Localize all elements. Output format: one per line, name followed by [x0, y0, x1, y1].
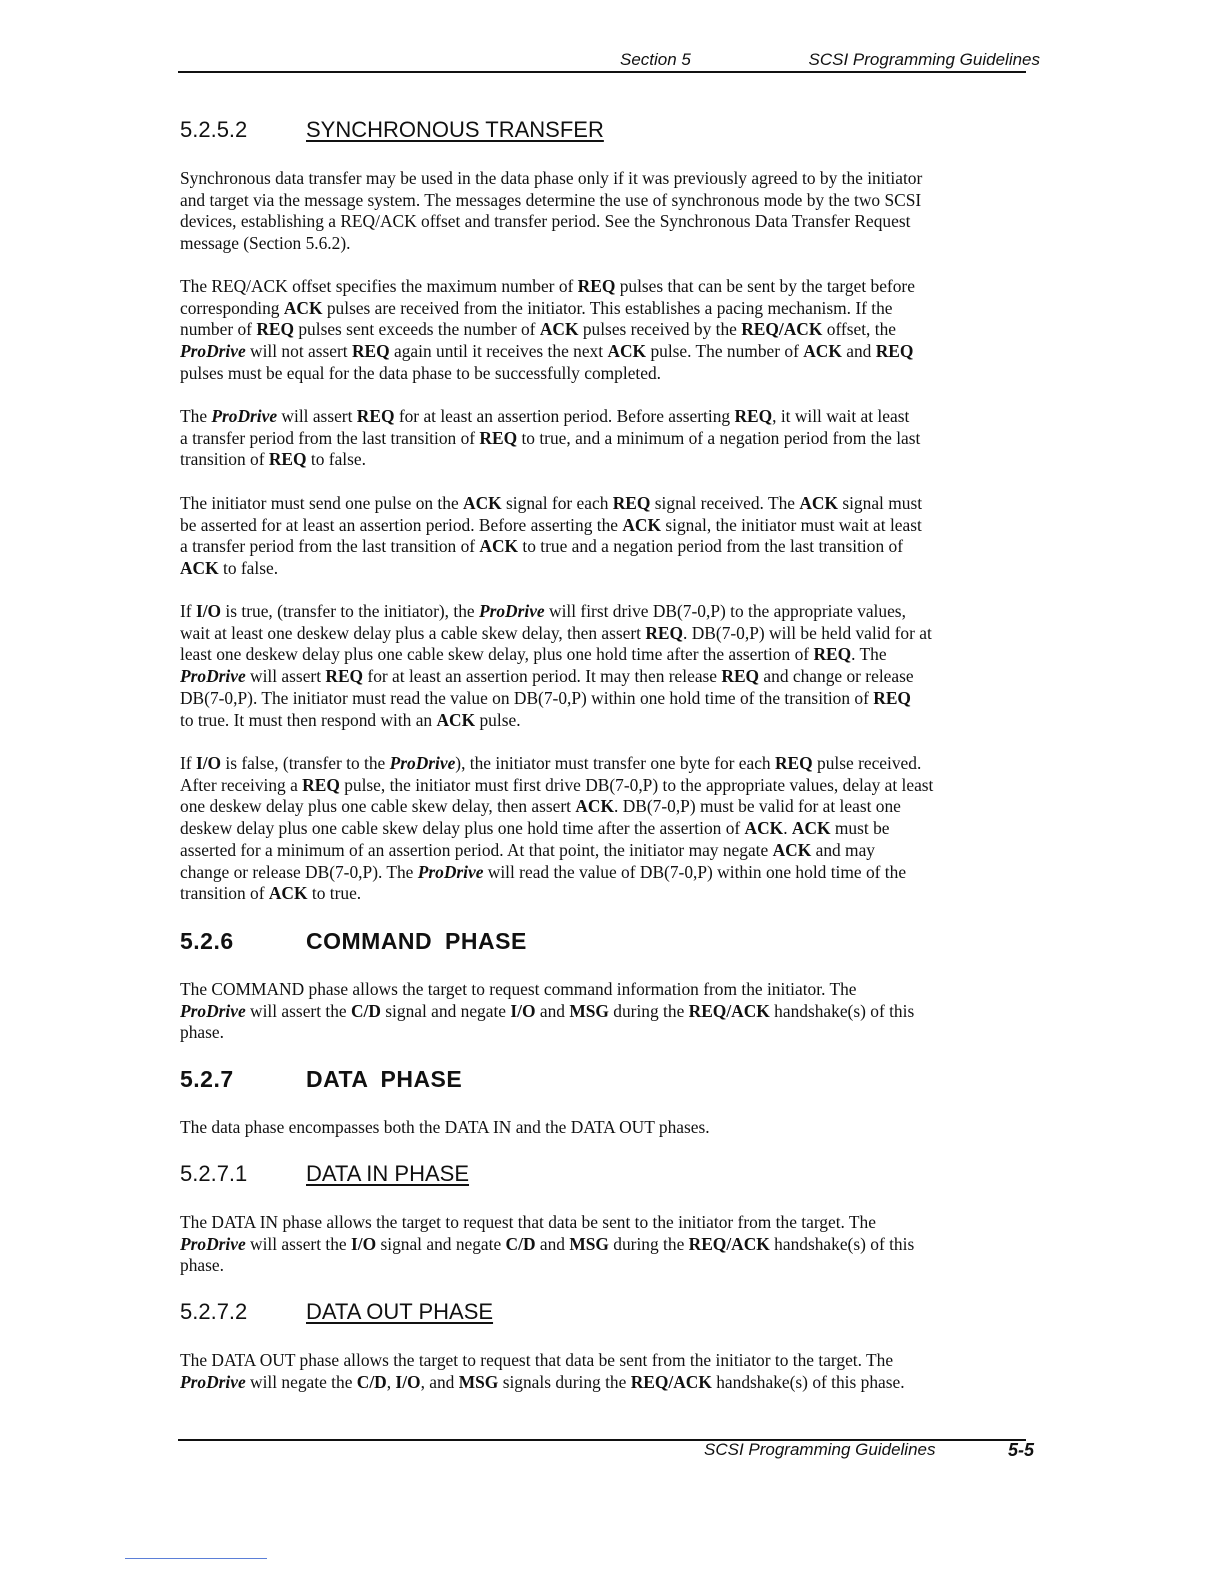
- product-name: ProDrive: [478, 601, 545, 621]
- signal-name: ACK: [180, 558, 219, 579]
- text-line: The COMMAND phase allows the target to request command information from the initiator. The: [180, 979, 857, 999]
- running-header: [178, 50, 1040, 70]
- signal-name: REQ: [479, 427, 518, 448]
- text-line: a transfer period from the last transition of REQ to true, and a minimum of a negation period from the last: [180, 427, 921, 448]
- paragraph-2: [180, 276, 1050, 385]
- signal-name: ACK: [463, 493, 502, 513]
- signal-name: REQ: [721, 666, 760, 687]
- text-line: transition of REQ to false.: [180, 449, 366, 470]
- text-line: change or release DB(7-0,P). The ProDrive will read the value of DB(7-0,P) within one hold time of the: [180, 861, 907, 882]
- heading-number: 5.2.6: [180, 928, 234, 954]
- signal-name: ACK: [772, 839, 812, 860]
- text-line: message (Section 5.6.2).: [180, 233, 351, 254]
- signal-name: C/D: [356, 1371, 387, 1392]
- text-line: If I/O is true, (transfer to the initiator), the ProDrive will first drive DB(7-0,P) to the appropriate values,: [180, 601, 906, 621]
- signal-name: ACK: [436, 709, 476, 730]
- heading-5-2-7-1: [180, 1161, 469, 1187]
- text-line: DB(7-0,P). The initiator must read the value on DB(7-0,P) within one hold time of the transition of REQ: [180, 687, 911, 708]
- product-name: ProDrive: [180, 666, 246, 687]
- signal-name: I/O: [510, 1000, 536, 1021]
- text-line: The DATA OUT phase allows the target to request that data be sent from the initiator to the target. The: [180, 1350, 894, 1370]
- paragraph-1: [180, 168, 1050, 255]
- header-section: Section 5: [620, 50, 691, 69]
- signal-name: REQ: [577, 276, 616, 296]
- heading-number: 5.2.7.2: [180, 1299, 248, 1324]
- text-line: phase.: [180, 1022, 224, 1043]
- product-name: ProDrive: [417, 861, 484, 882]
- paragraph-6: [180, 753, 1050, 905]
- heading-5-2-7-2: [180, 1299, 493, 1325]
- text-line: devices, establishing a REQ/ACK offset and transfer period. See the Synchronous Data Transfer Request: [180, 211, 911, 232]
- text-line: The initiator must send one pulse on the ACK signal for each REQ signal received. The ACK signal must: [180, 493, 923, 513]
- signal-name: ACK: [799, 493, 838, 513]
- text-line: be asserted for at least an assertion period. Before asserting the ACK signal, the initiator must wait at least: [180, 514, 922, 535]
- signal-name: ACK: [744, 818, 784, 839]
- text-line: and target via the message system. The messages determine the use of synchronous mode by the two SCSI: [180, 189, 922, 210]
- signal-name: REQ: [734, 406, 773, 426]
- paragraph-7: [180, 979, 1050, 1044]
- text-line: number of REQ pulses sent exceeds the number of ACK pulses received by the REQ/ACK offset, the: [180, 319, 896, 340]
- product-name: ProDrive: [180, 1233, 246, 1254]
- text-line: ProDrive will assert the C/D signal and negate I/O and MSG during the REQ/ACK handshake(s) of this: [180, 1000, 915, 1021]
- signal-name: C/D: [350, 1000, 381, 1021]
- paragraph-9: [180, 1212, 1050, 1277]
- text-line: to true. It must then respond with an ACK pulse.: [180, 709, 521, 730]
- signal-name: ACK: [283, 297, 323, 318]
- heading-title: DATA OUT PHASE: [306, 1299, 494, 1324]
- signal-name: ACK: [791, 818, 831, 839]
- signal-name: I/O: [195, 601, 222, 621]
- signal-name: REQ/ACK: [630, 1371, 712, 1392]
- text-line: The data phase encompasses both the DATA IN and the DATA OUT phases.: [180, 1117, 710, 1137]
- product-name: ProDrive: [180, 341, 246, 362]
- heading-5-2-6: [180, 928, 527, 954]
- signal-name: ACK: [622, 514, 661, 535]
- heading-number: 5.2.5.2: [180, 117, 248, 142]
- text-line: a transfer period from the last transition of ACK to true and a negation period from the last transition of: [180, 536, 903, 557]
- signal-name: REQ/ACK: [688, 1000, 770, 1021]
- signal-name: MSG: [458, 1371, 499, 1392]
- page-number: 5-5: [1008, 1440, 1035, 1460]
- heading-title: DATA IN PHASE: [306, 1161, 470, 1186]
- text-line: corresponding ACK pulses are received from the initiator. This establishes a pacing mechanism. If the: [180, 297, 893, 318]
- signal-name: REQ: [302, 774, 340, 795]
- signal-name: ACK: [803, 341, 842, 362]
- signal-name: REQ/ACK: [688, 1233, 770, 1254]
- header-guide-title: SCSI Programming Guidelines: [808, 50, 1040, 69]
- signal-name: C/D: [505, 1233, 536, 1254]
- signal-name: REQ: [873, 687, 911, 708]
- signal-name: REQ: [612, 493, 651, 513]
- text-line: one deskew delay plus one cable skew delay, then assert ACK. DB(7-0,P) must be valid for at least one: [180, 796, 901, 817]
- text-line: ProDrive will assert the I/O signal and negate C/D and MSG during the REQ/ACK handshake(s) of this: [180, 1233, 915, 1254]
- text-line: least one deskew delay plus one cable skew delay, plus one hold time after the assertion of REQ. The: [180, 644, 887, 665]
- signal-name: ACK: [268, 883, 308, 904]
- text-line: asserted for a minimum of an assertion period. At that point, the initiator may negate ACK and may: [180, 839, 875, 860]
- signal-name: ACK: [479, 536, 519, 557]
- heading-title: SYNCHRONOUS TRANSFER: [306, 117, 604, 142]
- text-line: The DATA IN phase allows the target to request that data be sent to the initiator from the target. The: [180, 1212, 876, 1232]
- signal-name: REQ: [325, 666, 364, 687]
- text-line: deskew delay plus one cable skew delay plus one hold time after the assertion of ACK. ACK must be: [180, 818, 890, 839]
- text-line: ProDrive will negate the C/D, I/O, and MSG signals during the REQ/ACK handshake(s) of this phase.: [180, 1371, 905, 1392]
- text-line: phase.: [180, 1255, 224, 1276]
- signal-name: REQ: [268, 449, 307, 470]
- signal-name: I/O: [195, 753, 222, 773]
- signal-name: ACK: [575, 796, 614, 817]
- heading-number: 5.2.7: [180, 1066, 234, 1092]
- text-line: wait at least one deskew delay plus a cable skew delay, then assert REQ. DB(7-0,P) will be held valid for at: [180, 622, 932, 643]
- text-line: pulses must be equal for the data phase to be successfully completed.: [180, 362, 662, 383]
- product-name: ProDrive: [180, 1000, 246, 1021]
- header-rule: [178, 71, 1026, 73]
- text-line: ACK to false.: [180, 558, 279, 579]
- signal-name: REQ: [356, 406, 395, 426]
- paragraph-4: [180, 493, 1050, 580]
- product-name: ProDrive: [180, 1371, 246, 1392]
- signal-name: MSG: [569, 1000, 609, 1021]
- text-line: The REQ/ACK offset specifies the maximum number of REQ pulses that can be sent by the target before: [180, 276, 915, 296]
- signal-name: REQ: [645, 622, 684, 643]
- text-line: The ProDrive will assert REQ for at least an assertion period. Before asserting REQ, it will wait at least: [180, 406, 910, 426]
- paragraph-8: [180, 1117, 1050, 1139]
- text-line: ProDrive will assert REQ for at least an assertion period. It may then release REQ and change or release: [180, 666, 914, 687]
- text-line: ProDrive will not assert REQ again until it receives the next ACK pulse. The number of ACK and REQ: [180, 341, 914, 362]
- signal-name: REQ: [774, 753, 813, 773]
- signal-name: REQ/ACK: [741, 319, 823, 340]
- signal-name: I/O: [395, 1371, 421, 1392]
- heading-number: 5.2.7.1: [180, 1161, 248, 1186]
- signal-name: REQ: [813, 644, 852, 665]
- signal-name: ACK: [607, 341, 647, 362]
- signal-name: REQ: [256, 319, 294, 340]
- text-line: transition of ACK to true.: [180, 883, 362, 904]
- product-name: ProDrive: [211, 406, 278, 426]
- paragraph-3: [180, 406, 1050, 471]
- paragraph-5: [180, 601, 1050, 731]
- signal-name: REQ: [875, 341, 914, 362]
- heading-title: DATA PHASE: [306, 1066, 463, 1092]
- product-name: ProDrive: [389, 753, 456, 773]
- signal-name: REQ: [351, 341, 390, 362]
- heading-5-2-5-2: [180, 117, 604, 143]
- signal-name: ACK: [539, 319, 579, 340]
- text-line: Synchronous data transfer may be used in the data phase only if it was previously agreed to by the initiator: [180, 168, 923, 188]
- text-line: After receiving a REQ pulse, the initiator must first drive DB(7-0,P) to the appropriate values, delay at least: [180, 774, 934, 795]
- signal-name: MSG: [569, 1233, 609, 1254]
- text-line: If I/O is false, (transfer to the ProDrive), the initiator must transfer one byte for each REQ pulse received.: [180, 753, 922, 773]
- signal-name: I/O: [350, 1233, 377, 1254]
- heading-title: COMMAND PHASE: [306, 928, 527, 954]
- footer-title: SCSI Programming Guidelines: [704, 1440, 936, 1459]
- heading-5-2-7: [180, 1066, 462, 1092]
- scan-artifact-line: [125, 1558, 267, 1559]
- paragraph-10: [180, 1350, 1050, 1393]
